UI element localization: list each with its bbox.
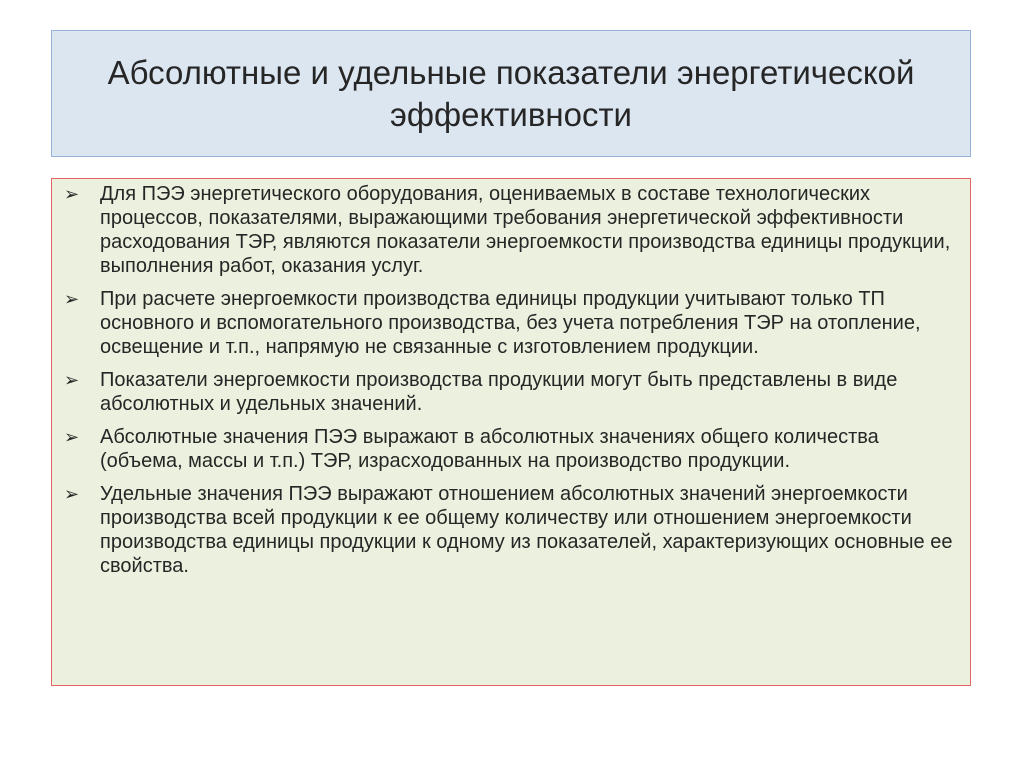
arrow-bullet-icon: ➢ xyxy=(64,289,80,309)
arrow-bullet-icon: ➢ xyxy=(64,484,80,504)
arrow-bullet-icon: ➢ xyxy=(64,370,80,390)
content-box xyxy=(51,178,971,686)
list-item xyxy=(64,182,958,278)
bullet-text: При расчете энергоемкости производства единицы продукции учитывают только ТП основного и вспомогательного производства, без учета потребления ТЭР на отопление, освещение и т.п., напрямую не связанные с изготовлением продукции. xyxy=(100,288,921,358)
list-item xyxy=(64,368,958,416)
bullet-text: Удельные значения ПЭЭ выражают отношением абсолютных значений энергоемкости производства всей продукции к ее общему количеству или отношением энергоемкости производства единицы продукции к одному из показателей, характеризующих основные ее свойства. xyxy=(100,483,953,577)
bullet-text: Для ПЭЭ энергетического оборудования, оцениваемых в составе технологических процессов, показателями, выражающими требования энергетической эффективности расходования ТЭР, являются показатели энергоемкости производства единицы продукции, выполнения работ, оказания услуг. xyxy=(100,183,951,277)
bullet-list xyxy=(64,182,958,578)
slide-title: Абсолютные и удельные показатели энергетической эффективности xyxy=(107,53,915,133)
arrow-bullet-icon: ➢ xyxy=(64,427,80,447)
list-item xyxy=(64,287,958,359)
title-box xyxy=(51,30,971,157)
list-item xyxy=(64,482,958,578)
bullet-text: Показатели энергоемкости производства продукции могут быть представлены в виде абсолютных и удельных значений. xyxy=(100,369,898,415)
list-item xyxy=(64,425,958,473)
arrow-bullet-icon: ➢ xyxy=(64,184,80,204)
bullet-text: Абсолютные значения ПЭЭ выражают в абсолютных значениях общего количества (объема, массы и т.п.) ТЭР, израсходованных на производство продукции. xyxy=(100,426,879,472)
